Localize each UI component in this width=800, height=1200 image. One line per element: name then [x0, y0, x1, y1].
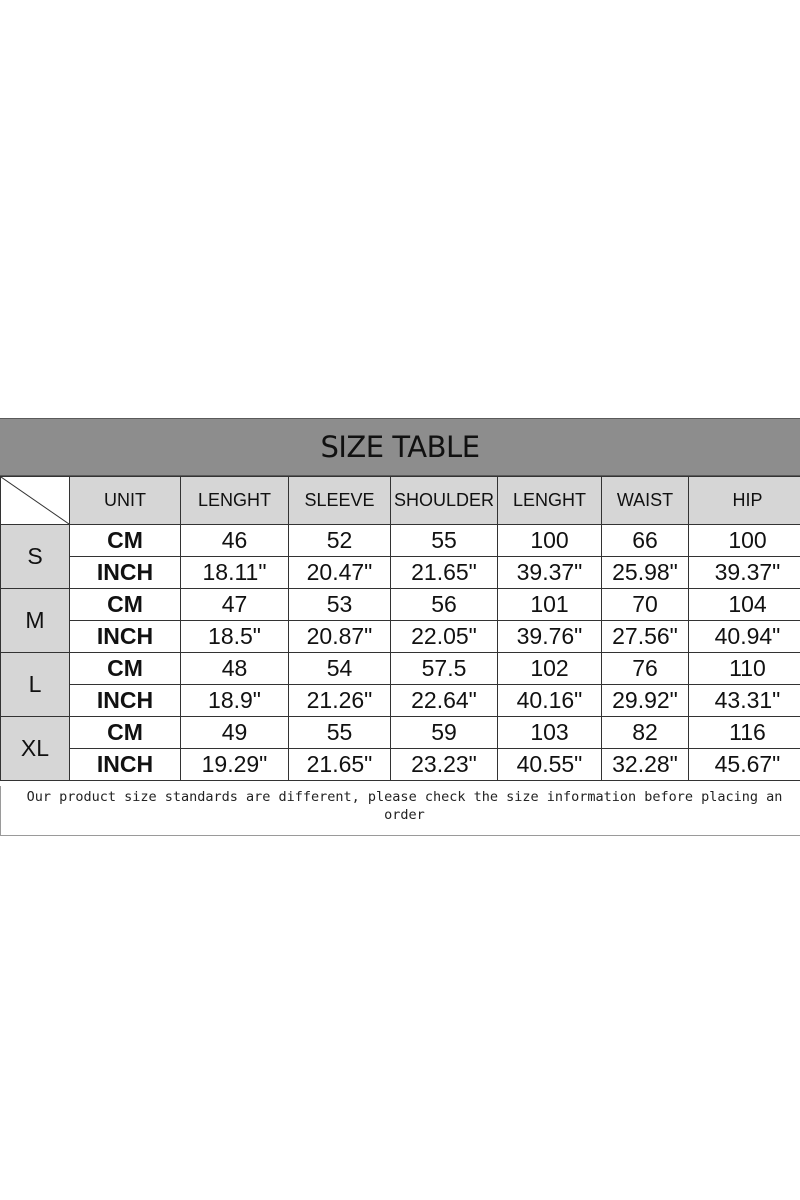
header-waist: WAIST	[602, 477, 689, 525]
value-cell: 101	[498, 589, 602, 621]
header-row	[1, 477, 800, 525]
value-cell: 19.29"	[181, 749, 289, 781]
value-cell: 40.94"	[689, 621, 800, 653]
value-cell: 22.05"	[391, 621, 498, 653]
size-label: M	[1, 589, 70, 653]
value-cell: 70	[602, 589, 689, 621]
value-cell: 18.9"	[181, 685, 289, 717]
unit-cell: INCH	[70, 749, 181, 781]
value-cell: 49	[181, 717, 289, 749]
header-shoulder: SHOULDER	[391, 477, 498, 525]
corner-cell	[1, 477, 70, 525]
unit-cell: CM	[70, 589, 181, 621]
value-cell: 55	[289, 717, 391, 749]
unit-cell: CM	[70, 717, 181, 749]
table-row	[1, 653, 800, 685]
table-row	[1, 557, 800, 589]
table-title: SIZE TABLE	[320, 430, 480, 464]
value-cell: 54	[289, 653, 391, 685]
value-cell: 47	[181, 589, 289, 621]
size-label: XL	[1, 717, 70, 781]
value-cell: 39.76"	[498, 621, 602, 653]
value-cell: 45.67"	[689, 749, 800, 781]
unit-cell: INCH	[70, 621, 181, 653]
value-cell: 100	[498, 525, 602, 557]
value-cell: 57.5	[391, 653, 498, 685]
header-hip: HIP	[689, 477, 800, 525]
value-cell: 103	[498, 717, 602, 749]
value-cell: 66	[602, 525, 689, 557]
table-row	[1, 525, 800, 557]
unit-cell: CM	[70, 653, 181, 685]
value-cell: 21.26"	[289, 685, 391, 717]
header-sleeve: SLEEVE	[289, 477, 391, 525]
header-length: LENGHT	[181, 477, 289, 525]
value-cell: 21.65"	[391, 557, 498, 589]
size-label: S	[1, 525, 70, 589]
size-note: Our product size standards are different, please check the size information before placing an order	[0, 786, 800, 836]
value-cell: 18.5"	[181, 621, 289, 653]
value-cell: 43.31"	[689, 685, 800, 717]
value-cell: 32.28"	[602, 749, 689, 781]
title-bar	[0, 418, 800, 476]
value-cell: 29.92"	[602, 685, 689, 717]
value-cell: 116	[689, 717, 800, 749]
value-cell: 52	[289, 525, 391, 557]
table-row	[1, 621, 800, 653]
unit-cell: INCH	[70, 685, 181, 717]
value-cell: 40.16"	[498, 685, 602, 717]
value-cell: 18.11"	[181, 557, 289, 589]
header-unit: UNIT	[70, 477, 181, 525]
unit-cell: CM	[70, 525, 181, 557]
value-cell: 27.56"	[602, 621, 689, 653]
table-row	[1, 589, 800, 621]
value-cell: 76	[602, 653, 689, 685]
value-cell: 59	[391, 717, 498, 749]
value-cell: 48	[181, 653, 289, 685]
table-row	[1, 685, 800, 717]
size-label: L	[1, 653, 70, 717]
value-cell: 22.64"	[391, 685, 498, 717]
value-cell: 20.87"	[289, 621, 391, 653]
table-row	[1, 717, 800, 749]
size-grid	[0, 476, 800, 781]
unit-cell: INCH	[70, 557, 181, 589]
value-cell: 39.37"	[689, 557, 800, 589]
diagonal-line-icon	[1, 477, 69, 524]
value-cell: 25.98"	[602, 557, 689, 589]
value-cell: 23.23"	[391, 749, 498, 781]
table-row	[1, 749, 800, 781]
value-cell: 100	[689, 525, 800, 557]
value-cell: 56	[391, 589, 498, 621]
value-cell: 102	[498, 653, 602, 685]
header-length-2: LENGHT	[498, 477, 602, 525]
value-cell: 21.65"	[289, 749, 391, 781]
value-cell: 40.55"	[498, 749, 602, 781]
value-cell: 104	[689, 589, 800, 621]
value-cell: 53	[289, 589, 391, 621]
value-cell: 82	[602, 717, 689, 749]
value-cell: 39.37"	[498, 557, 602, 589]
value-cell: 110	[689, 653, 800, 685]
value-cell: 20.47"	[289, 557, 391, 589]
value-cell: 46	[181, 525, 289, 557]
value-cell: 55	[391, 525, 498, 557]
size-table	[0, 418, 800, 838]
